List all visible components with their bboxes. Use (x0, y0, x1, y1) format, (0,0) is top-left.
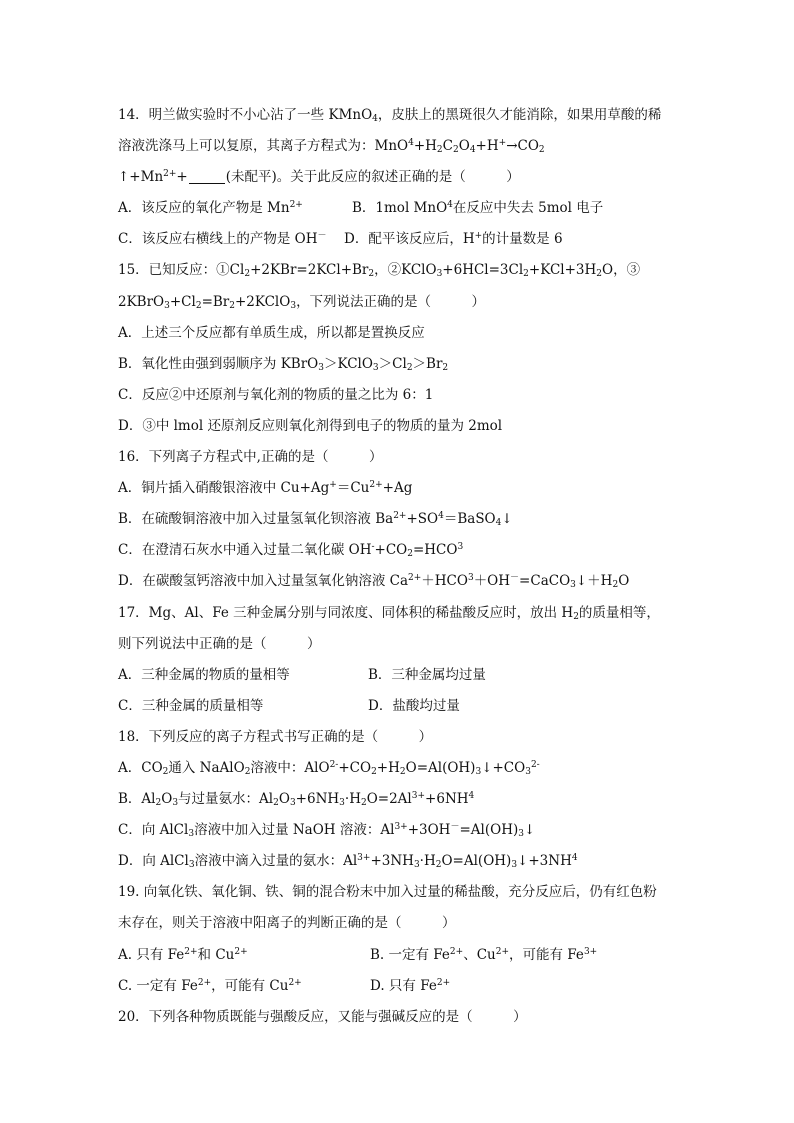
text: (未配平)。关于此反应的叙述正确的是（ ） (225, 169, 520, 186)
subscript: 4 (469, 145, 476, 156)
subscript: 2 (368, 269, 375, 280)
superscript: 2+ (163, 169, 177, 180)
text: ↑+Mn (118, 169, 164, 186)
text: ＝Cu (336, 480, 370, 497)
question-17-options-cd (118, 691, 718, 722)
superscript: 4 (438, 511, 444, 522)
question-14-line-1 (118, 100, 718, 131)
text: B．Al (118, 791, 156, 808)
subscript: 2 (435, 860, 442, 871)
text: C. 一定有 Fe (118, 977, 198, 994)
text: +6NH (425, 791, 469, 808)
superscript: 3+ (583, 946, 598, 957)
superscript: 4 (468, 791, 475, 802)
text: C．该反应右横线上的产物是 OH (118, 231, 318, 248)
superscript: 4 (408, 138, 414, 149)
option-b: B．三种金属均过量 (368, 666, 486, 683)
question-17-line-2: 则下列说法中正确的是（ ） (118, 635, 321, 652)
option-d (344, 224, 563, 255)
question-15-option-a: A．上述三个反应都有单质生成，所以都是置换反应 (118, 324, 425, 341)
option-b (370, 940, 597, 971)
question-18-option-d (118, 846, 718, 877)
text: 溶液中加入过量 NaOH 溶液：Al (194, 822, 395, 839)
text: D．配平该反应后，H (344, 231, 475, 248)
text: O (618, 573, 630, 590)
subscript: 3 (570, 580, 576, 591)
superscript: + (329, 480, 337, 491)
text: ·H (419, 853, 436, 870)
text: +Cl (169, 293, 196, 310)
text: B．1mol MnO (352, 200, 448, 217)
option-a (118, 193, 352, 224)
text: 在反应中失去 5mol 电子 (452, 200, 604, 217)
text: O (458, 138, 470, 155)
text: +3NH (370, 853, 414, 870)
question-list (118, 100, 718, 1033)
option-a: A．三种金属的物质的量相等 (118, 666, 290, 683)
question-20-stem: 20．下列各种物质既能与强酸反应，又能与强碱反应的是（ ） (118, 1008, 527, 1025)
text: →CO (506, 138, 539, 155)
superscript: 3 (457, 542, 464, 553)
text: +CO (374, 542, 408, 559)
superscript: 3 (467, 573, 474, 584)
text: +H (376, 759, 400, 776)
question-18-option-b (118, 784, 718, 815)
question-19-line-2: 末存在，则关于溶液中阳离子的判断正确的是（ ） (118, 915, 456, 932)
question-16-option-d (118, 566, 718, 597)
question-17-options-ab (118, 660, 718, 691)
subscript: 3 (188, 829, 195, 840)
subscript: 2 (406, 362, 413, 373)
superscript: 2- (530, 759, 540, 770)
text: ＞Cl (378, 355, 407, 372)
subscript: 2 (244, 766, 251, 777)
text: D. 只有 Fe (370, 977, 437, 994)
text: 和 Cu (197, 946, 235, 963)
question-16-option-a (118, 473, 718, 504)
subscript: 2 (229, 300, 235, 311)
text: ，②KClO (374, 262, 437, 279)
option-c: C．三种金属的质量相等 (118, 697, 264, 714)
superscript: + (474, 231, 483, 242)
question-17-line-1 (118, 598, 718, 629)
question-18-stem: 18．下列反应的离子方程式书写正确的是（ ） (118, 728, 433, 745)
text: +2KBr=2KCl+Br (250, 262, 369, 279)
text: O=2Al (366, 791, 412, 808)
question-15-line-1 (118, 255, 718, 286)
subscript: 2 (371, 766, 377, 777)
subscript: 2 (360, 798, 367, 809)
text: +SO (406, 511, 439, 528)
subscript: 3 (290, 300, 297, 311)
superscript: － (450, 822, 460, 833)
text: =Al(OH) (459, 822, 519, 839)
text: ＞KClO (323, 355, 373, 372)
subscript: 3 (525, 766, 531, 777)
text: O (278, 791, 290, 808)
superscript: 2- (329, 759, 339, 770)
question-16-option-c (118, 535, 718, 566)
question-14-line-3 (118, 162, 718, 193)
subscript: 3 (289, 798, 296, 809)
subscript: 2 (436, 145, 443, 156)
superscript: 2+ (408, 573, 422, 584)
subscript: 3 (172, 798, 179, 809)
subscript: 2 (523, 269, 529, 280)
subscript: 2 (195, 300, 202, 311)
text: C．在澄清石灰水中通入过量二氧化碳 OH (118, 542, 372, 559)
superscript: 2+ (234, 946, 248, 957)
superscript: 3+ (357, 853, 371, 864)
text: 17．Mg、Al、Fe 三种金属分别与同浓度、同体积的稀盐酸反应时，放出 H (118, 604, 574, 621)
subscript: 3 (436, 269, 443, 280)
superscript: 4 (571, 853, 578, 864)
text: 2KBrO (118, 293, 165, 310)
question-18-option-a (118, 753, 718, 784)
question-15-option-c: C．反应②中还原剂与氧化剂的物质的量之比为 6：1 (118, 386, 434, 403)
subscript: 2 (596, 269, 602, 280)
subscript: 3 (518, 829, 524, 840)
text: +2KClO (234, 293, 291, 310)
subscript: 2 (407, 549, 413, 560)
question-16-stem: 16．下列离子方程式中,正确的是（ ） (118, 449, 383, 466)
text: +6NH (295, 791, 340, 808)
text: O=Al(OH) (405, 759, 476, 776)
question-16-option-b (118, 504, 718, 535)
subscript: 3 (372, 362, 379, 373)
text: 溶液中滴入过量的氨水：Al (194, 853, 358, 870)
option-c (118, 224, 344, 255)
subscript: 2 (155, 798, 162, 809)
text: ＞Br (412, 355, 443, 372)
subscript: 3 (188, 860, 195, 871)
question-19-options-cd (118, 971, 718, 1002)
option-c (118, 971, 370, 1002)
text: 、Cu (463, 946, 496, 963)
subscript: 2 (573, 611, 579, 622)
superscript: 2+ (436, 977, 451, 988)
subscript: 3 (475, 766, 482, 777)
subscript: 2 (612, 580, 619, 591)
text: + (176, 169, 188, 186)
text: +H (413, 138, 437, 155)
subscript: 2 (162, 766, 169, 777)
superscript: + (498, 138, 507, 149)
text: ，可能有 Fe (509, 946, 584, 963)
superscript: 2+ (288, 977, 302, 988)
text: ，可能有 Cu (211, 977, 289, 994)
text: B．氧化性由强到弱顺序为 KBrO (118, 355, 319, 372)
text: ＝BaSO (443, 511, 496, 528)
text: 15．已知反应：①Cl (118, 262, 245, 279)
text: B．在硫酸铜溶液中加入过量氢氧化钡溶液 Ba (118, 511, 394, 528)
answer-blank (189, 182, 225, 184)
question-15-line-2 (118, 287, 718, 318)
superscript: 3+ (394, 822, 408, 833)
text: +KCl+3H (528, 262, 597, 279)
text: ＋OH (473, 573, 511, 590)
superscript: 2+ (197, 977, 212, 988)
text: 的质量相等， (578, 604, 660, 621)
option-d: D．盐酸均过量 (368, 697, 460, 714)
text: +3OH (407, 822, 451, 839)
text: O=Al(OH) (441, 853, 512, 870)
text: 通入 NaAlO (168, 759, 245, 776)
text: +CO (338, 759, 372, 776)
text: 与过量氨水：Al (178, 791, 274, 808)
subscript: 3 (164, 300, 170, 311)
text: ↓+3NH (517, 853, 572, 870)
subscript: 2 (399, 766, 406, 777)
text: ，下列说法正确的是（ ） (296, 293, 486, 310)
superscript: 4 (447, 200, 453, 211)
subscript: 4 (372, 114, 378, 124)
text: O，③ (602, 262, 641, 279)
text: ↓ (501, 511, 513, 528)
superscript: - (371, 542, 375, 553)
text: +6HCl=3Cl (442, 262, 524, 279)
text: A．该反应的氧化产物是 Mn (118, 200, 290, 217)
question-14-options-ab (118, 193, 718, 224)
superscript: 2+ (184, 946, 198, 957)
text: ↓ (523, 822, 536, 839)
question-19-line-1: 19. 向氧化铁、氧化铜、铁、铜的混合粉末中加入过量的稀盐酸，充分反应后，仍有红色粉 (118, 884, 657, 901)
text: =CaCO (519, 573, 571, 590)
option-b (352, 193, 603, 224)
question-19-options-ab (118, 940, 718, 971)
text: +H (475, 138, 499, 155)
text: O (161, 791, 173, 808)
superscript: － (510, 573, 520, 584)
text: +Ag (382, 480, 413, 497)
question-18-option-c (118, 815, 718, 846)
subscript: 3 (339, 798, 345, 809)
subscript: 2 (453, 145, 459, 156)
text: 的计量数是 6 (482, 231, 563, 248)
text: ·H (344, 791, 361, 808)
superscript: － (317, 231, 327, 242)
text: D．在碳酸氢钙溶液中加入过量氢氧化钠溶液 Ca (118, 573, 408, 590)
text: ↓+CO (481, 759, 526, 776)
text: A. 只有 Fe (118, 946, 185, 963)
text: ＋HCO (421, 573, 468, 590)
subscript: 3 (318, 362, 324, 373)
superscript: 3+ (411, 791, 426, 802)
option-d (370, 971, 450, 1002)
text: ，皮肤上的黑斑很久才能消除，如果用草酸的稀 (377, 107, 662, 123)
text: A．铜片插入硝酸银溶液中 Cu+Ag (118, 480, 330, 497)
text: 14．明兰做实验时不小心沾了一些 KMnO (118, 107, 373, 123)
text: ↓＋H (575, 573, 613, 590)
subscript: 4 (495, 518, 502, 529)
subscript: 2 (538, 145, 545, 156)
text: D．向 AlCl (118, 853, 189, 870)
superscript: 2+ (289, 200, 303, 211)
question-14-line-2 (118, 131, 718, 162)
text: C．向 AlCl (118, 822, 189, 839)
text: =Br (201, 293, 230, 310)
superscript: 2+ (393, 511, 407, 522)
subscript: 2 (273, 798, 279, 809)
superscript: 2+ (449, 946, 464, 957)
text: B. 一定有 Fe (370, 946, 450, 963)
subscript: 3 (413, 860, 420, 871)
subscript: 2 (244, 269, 251, 280)
text: =HCO (412, 542, 458, 559)
superscript: 2+ (369, 480, 383, 491)
option-a (118, 940, 370, 971)
subscript: 3 (511, 860, 518, 871)
text: A．CO (118, 759, 163, 776)
subscript: 2 (442, 362, 449, 373)
text: C (442, 138, 453, 155)
question-15-option-b (118, 349, 718, 380)
text: 溶液洗涤马上可以复原，其离子方程式为：MnO (118, 138, 409, 155)
superscript: 2+ (495, 946, 510, 957)
question-15-option-d: D．③中 lmol 还原剂反应则氧化剂得到电子的物质的量为 2mol (118, 417, 503, 434)
question-14-options-cd (118, 224, 718, 255)
text: 溶液中：AlO (250, 759, 330, 776)
